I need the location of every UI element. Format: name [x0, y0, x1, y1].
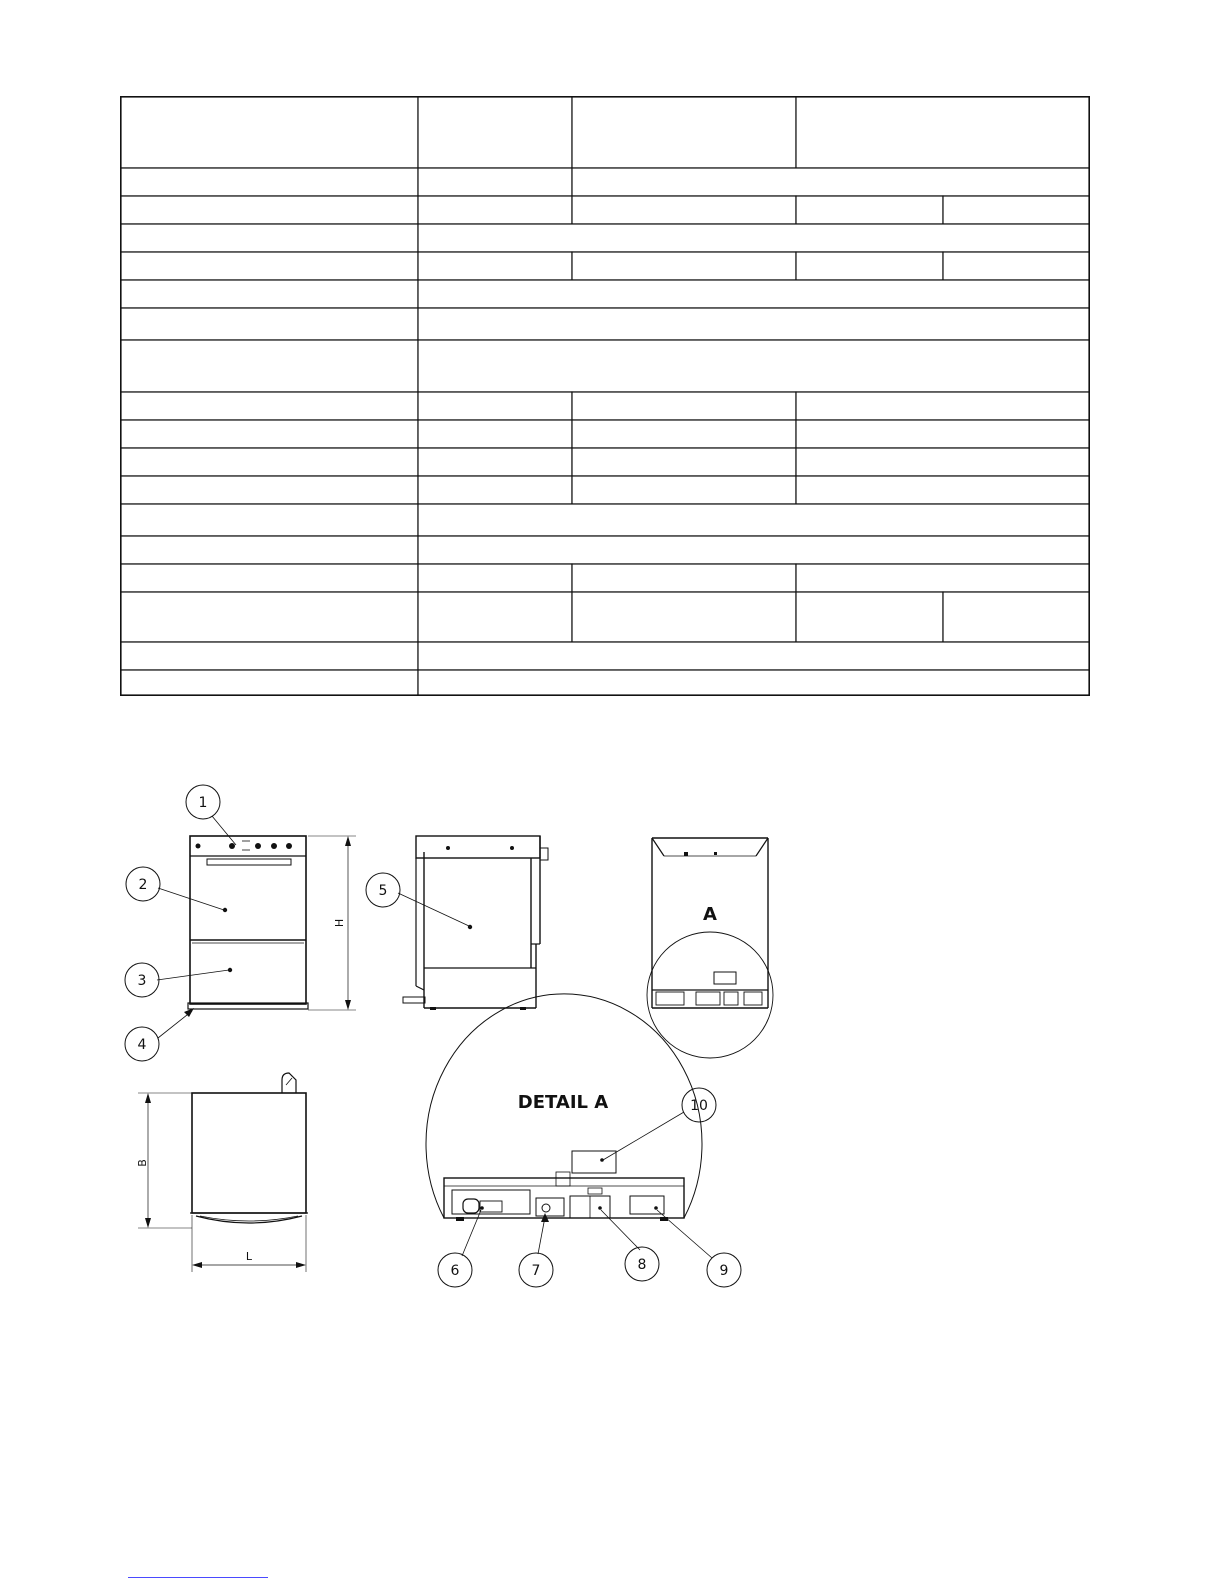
callout-3: 3 — [137, 973, 147, 989]
detail-a-title: DETAIL A — [517, 1092, 609, 1113]
side-view — [398, 836, 548, 1010]
rear-view — [647, 838, 773, 1058]
top-view — [138, 1073, 308, 1272]
dimension-label-depth: B — [136, 1159, 149, 1167]
front-view — [157, 816, 356, 1038]
footer-link-underline[interactable] — [128, 1577, 268, 1578]
detail-a-view — [426, 994, 712, 1258]
callout-2: 2 — [138, 877, 148, 893]
callout-10: 10 — [690, 1098, 708, 1114]
detail-marker-a: A — [703, 904, 717, 925]
callout-6: 6 — [450, 1263, 460, 1279]
callout-circles — [125, 785, 741, 1287]
callout-8: 8 — [637, 1257, 647, 1273]
callout-5: 5 — [378, 883, 388, 899]
callout-7: 7 — [531, 1263, 541, 1279]
callout-1: 1 — [198, 795, 208, 811]
callout-9: 9 — [719, 1263, 729, 1279]
dimension-label-height: H — [333, 918, 346, 928]
dimension-label-length: L — [245, 1250, 253, 1263]
callout-4: 4 — [137, 1037, 147, 1053]
